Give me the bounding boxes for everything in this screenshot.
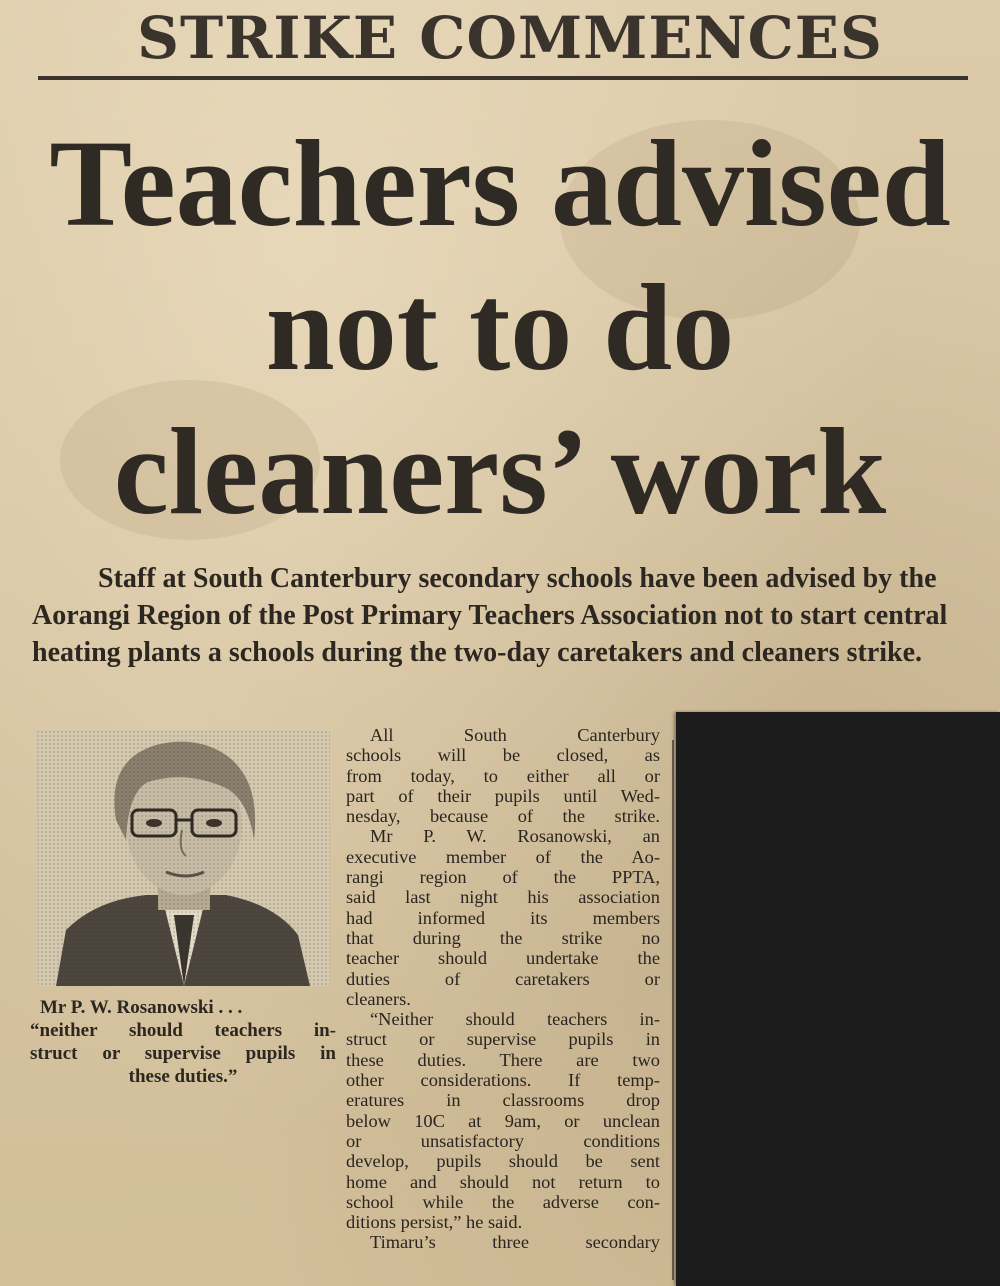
black-overlay-panel bbox=[676, 712, 1000, 1286]
body-line: Timaru’s three secondary bbox=[370, 1232, 660, 1253]
body-line: eratures in classrooms drop bbox=[346, 1090, 660, 1111]
column-divider bbox=[672, 740, 674, 1280]
body-line: “Neither should teachers in- bbox=[370, 1009, 660, 1030]
body-line: struct or supervise pupils in bbox=[346, 1029, 660, 1050]
body-line: Mr P. W. Rosanowski, an bbox=[370, 826, 660, 847]
body-line: these duties. There are two bbox=[346, 1049, 660, 1070]
body-line: that during the strike no bbox=[346, 927, 660, 948]
body-line: or unsatisfactory conditions bbox=[346, 1130, 660, 1151]
body-line: rangi region of the PPTA, bbox=[346, 867, 660, 888]
body-line: ditions persist,” he said. bbox=[346, 1212, 523, 1233]
body-line: duties of caretakers or bbox=[346, 968, 660, 989]
body-line: All South Canterbury bbox=[370, 725, 660, 745]
body-line: executive member of the Ao- bbox=[346, 846, 660, 867]
body-line: other considerations. If temp- bbox=[346, 1070, 660, 1091]
portrait-image bbox=[36, 730, 330, 986]
body-line: teacher should undertake the bbox=[346, 948, 660, 969]
body-line: nesday, because of the strike. bbox=[346, 806, 660, 827]
kicker-underline bbox=[38, 76, 968, 80]
body-line: below 10C at 9am, or unclean bbox=[346, 1110, 660, 1131]
body-line: part of their pupils until Wed- bbox=[346, 785, 660, 806]
body-line: said last night his association bbox=[346, 887, 660, 908]
body-line: from today, to either all or bbox=[346, 765, 660, 786]
caption-line: “neither should teachers in- bbox=[30, 1020, 336, 1041]
caption-line: Mr P. W. Rosanowski . . . bbox=[40, 997, 243, 1018]
headline-line-3: cleaners’ work bbox=[113, 403, 887, 540]
body-line: school while the adverse con- bbox=[346, 1191, 660, 1212]
body-line: schools will be closed, as bbox=[346, 745, 660, 766]
caption-line: struct or supervise pupils in bbox=[30, 1043, 336, 1064]
body-line: develop, pupils should be sent bbox=[346, 1151, 660, 1172]
photo-caption bbox=[30, 996, 336, 1088]
article-body-column bbox=[346, 725, 660, 1253]
headline-line-2: not to do bbox=[265, 259, 735, 396]
article-intro: Staff at South Canterbury secondary schools have been advised by the Aorangi Region of the Post Primary Teachers Association not to start central heating plants a schools during the two-day caretakers and cleaners strike. bbox=[32, 563, 948, 668]
body-line: home and should not return to bbox=[346, 1171, 660, 1192]
article-headline bbox=[20, 112, 980, 544]
headline-line-1: Teachers advised bbox=[49, 115, 951, 252]
body-line: had informed its members bbox=[346, 907, 660, 928]
portrait-photo bbox=[36, 730, 330, 986]
kicker-heading: STRIKE COMMENCES bbox=[137, 4, 883, 72]
caption-line: these duties.” bbox=[128, 1066, 238, 1087]
body-line: cleaners. bbox=[346, 988, 411, 1009]
